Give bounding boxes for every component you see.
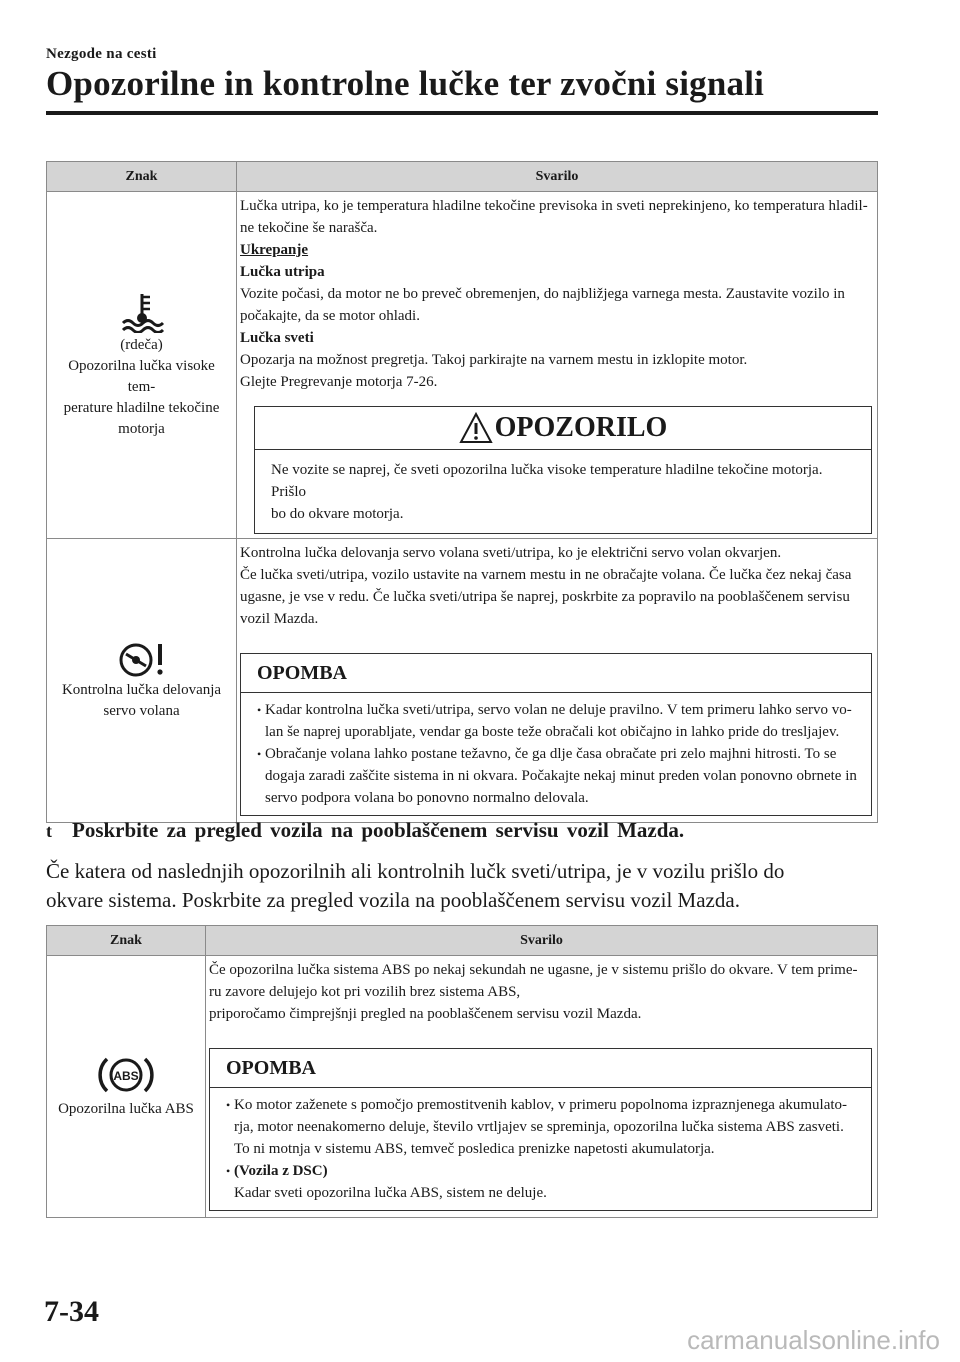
col-header-warning: Svarilo xyxy=(237,162,878,192)
warning-lights-table-1 xyxy=(46,161,878,823)
blink-heading: Lučka utripa xyxy=(240,264,325,280)
note-bullet xyxy=(257,699,861,743)
warning-box xyxy=(254,406,872,534)
table-row xyxy=(47,539,878,823)
steady-heading: Lučka sveti xyxy=(240,330,314,346)
sign-caption-line: servo volana xyxy=(103,702,180,719)
coolant-temperature-icon xyxy=(119,291,165,333)
table-row xyxy=(47,956,878,1218)
note-line: • Ko motor zaženete s pomočjo premostitvenih kablov, v primeru popolnoma izpraznjenega akumulato- xyxy=(234,1097,848,1113)
intro-paragraph xyxy=(46,857,876,915)
description-line: Če opozorilna lučka sistema ABS po nekaj sekundah ne ugasne, je v sistemu prišlo do okvare. V tem prime- xyxy=(209,962,858,978)
note-line: dogaja zaradi zaščite sistema in ni okvara. Počakajte nekaj minut preden volan ponovno obrnete in xyxy=(265,768,857,784)
note-line: lan še naprej uporabljate, vendar ga boste teže obračali kot običajno in lahko pride do tresljajev. xyxy=(265,724,840,740)
note-title: OPOMBA xyxy=(210,1049,871,1088)
description-line: Lučka utripa, ko je temperatura hladilne tekočine previsoka in sveti neprekinjeno, ko temperatura hladil- xyxy=(240,198,868,214)
col-header-sign: Znak xyxy=(47,926,206,956)
intro-line: Če katera od naslednjih opozorilnih ali kontrolnih lučk sveti/utripa, je v vozilu prišlo do xyxy=(46,859,785,883)
note-line: • Kadar kontrolna lučka sveti/utripa, servo volan ne deluje pravilno. V tem primeru lahko servo vo- xyxy=(265,702,852,718)
section-label: Nezgode na cesti xyxy=(46,46,157,62)
section-heading xyxy=(46,818,684,843)
description-line: Če lučka sveti/utripa, vozilo ustavite na varnem mestu in ne obračajte volana. Če lučka čez nekaj časa xyxy=(240,567,852,583)
note-bullet xyxy=(226,1160,861,1204)
description-cell xyxy=(206,956,878,1218)
note-line: • Obračanje volana lahko postane težavno, če ga dlje časa obračate pri zelo majhni hitrosti. To se xyxy=(265,746,837,762)
description-line: Kontrolna lučka delovanja servo volana sveti/utripa, ko je električni servo volan okvarjen. xyxy=(240,545,782,561)
note-line: To ni motnja v sistemu ABS, temveč posledica prenizke napetosti akumulatorja. xyxy=(234,1141,715,1157)
warning-line: Ne vozite se naprej, če sveti opozorilna lučka visoke temperature hladilne tekočine motorja. Prišlo xyxy=(271,462,823,500)
note-bullet xyxy=(257,743,861,809)
sign-caption-line: Kontrolna lučka delovanja xyxy=(61,681,222,698)
warning-line: bo do okvare motorja. xyxy=(271,506,404,522)
note-box xyxy=(240,653,872,816)
note-box xyxy=(209,1048,872,1211)
watermark: carmanualsonline.info xyxy=(687,1325,940,1355)
note-line: • (Vozila z DSC) xyxy=(234,1163,328,1179)
sign-caption-line: motorja xyxy=(118,420,165,437)
sign-cell xyxy=(47,539,237,823)
intro-line: okvare sistema. Poskrbite za pregled vozila na pooblaščenem servisu vozil Mazda. xyxy=(46,888,740,912)
power-steering-warning-icon xyxy=(116,640,168,678)
abs-icon-label: ABS xyxy=(113,1069,139,1083)
warning-triangle-icon xyxy=(459,412,493,444)
note-line: rja, motor neenakomerno deluje, število vrtljajev se spreminja, opozorilna lučka sistema ABS zasveti. xyxy=(234,1119,844,1135)
warning-lights-table-2 xyxy=(46,925,878,1218)
description-line: Glejte Pregrevanje motorja 7-26. xyxy=(240,374,438,390)
description-line: počakajte, da se motor ohladi. xyxy=(240,308,420,324)
action-heading: Ukrepanje xyxy=(240,242,309,258)
warning-box-header xyxy=(255,407,871,450)
description-cell xyxy=(237,192,878,539)
sign-caption-line: Opozorilna lučka ABS xyxy=(58,1101,194,1117)
sign-cell xyxy=(47,192,237,539)
section-marker: t xyxy=(46,821,52,841)
section-heading-text: Poskrbite za pregled vozila na pooblaščenem servisu vozil Mazda. xyxy=(72,818,685,842)
description-line: Opozarja na možnost pregretja. Takoj parkirajte na varnem mestu in izklopite motor. xyxy=(240,352,748,368)
page-number: 7-34 xyxy=(44,1295,99,1328)
description-line: ne tekočine še narašča. xyxy=(240,220,378,236)
description-line: vozil Mazda. xyxy=(240,611,319,627)
sign-caption-line: (rdeča) xyxy=(120,336,163,353)
title-rule xyxy=(46,111,878,115)
description-line: Vozite počasi, da motor ne bo preveč obremenjen, do najbližjega varnega mesta. Zaustavite vozilo in xyxy=(240,286,845,302)
warning-title: OPOZORILO xyxy=(494,412,668,443)
description-line: ugasne, je vse v redu. Če lučka sveti/utripa še naprej, poskrbite za popravilo na pooblaščenem servisu xyxy=(240,589,850,605)
table-row xyxy=(47,192,878,539)
description-line: priporočamo čimprejšnji pregled na pooblaščenem servisu vozil Mazda. xyxy=(209,1006,642,1022)
sign-caption-line: Opozorilna lučka visoke tem- xyxy=(68,357,215,395)
sign-caption-line: perature hladilne tekočine xyxy=(63,399,220,416)
abs-warning-icon xyxy=(95,1053,157,1097)
description-cell xyxy=(237,539,878,823)
col-header-sign: Znak xyxy=(47,162,237,192)
note-bullet xyxy=(226,1094,861,1160)
description-line: ru zavore delujejo kot pri vozilih brez sistema ABS, xyxy=(209,984,521,1000)
note-title: OPOMBA xyxy=(241,654,871,693)
note-line: servo podpora volana bo ponovno normalno delovala. xyxy=(265,790,589,806)
note-line: Kadar sveti opozorilna lučka ABS, sistem ne deluje. xyxy=(234,1185,547,1201)
col-header-warning: Svarilo xyxy=(206,926,878,956)
page-title: Opozorilne in kontrolne lučke ter zvočni signali xyxy=(46,64,765,103)
sign-cell xyxy=(47,956,206,1218)
